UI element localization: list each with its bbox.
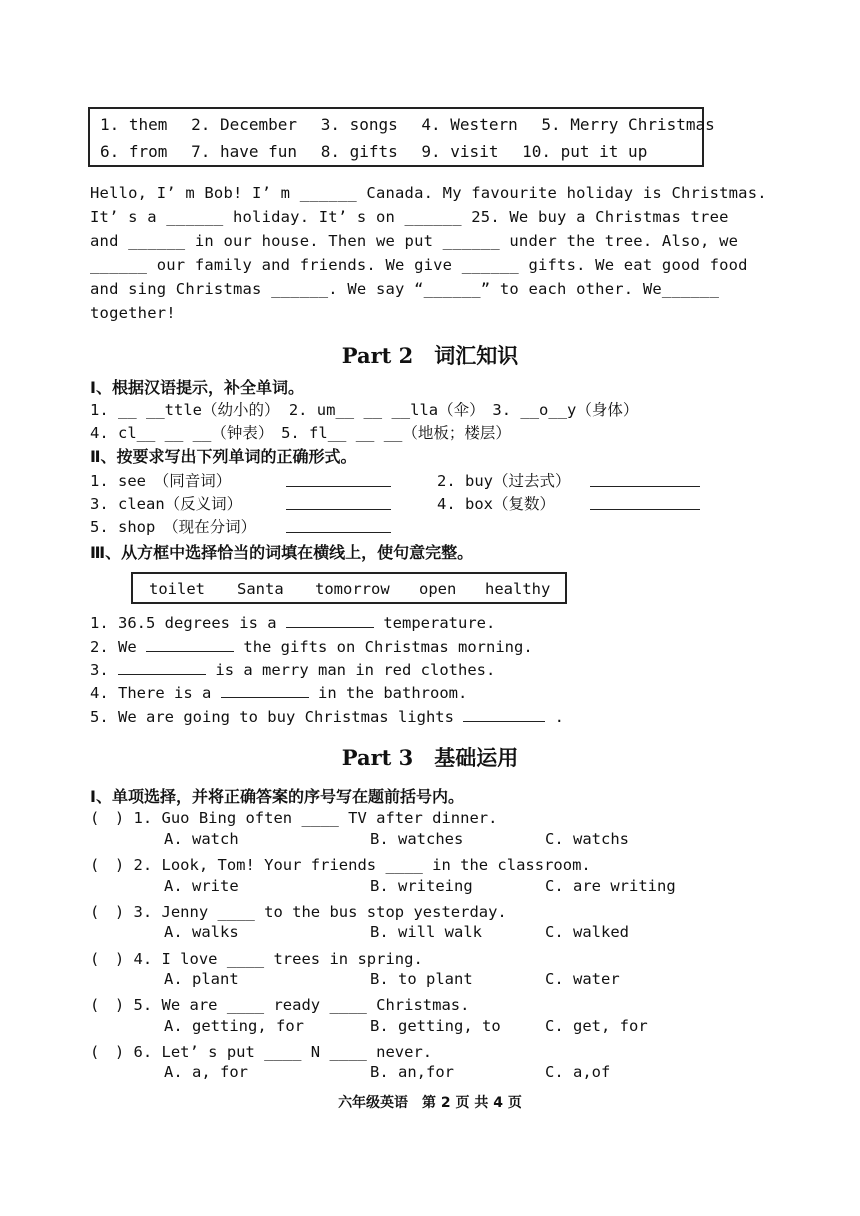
option-c[interactable]: C. get, for — [545, 1017, 648, 1035]
word-form-item — [90, 515, 256, 537]
word-bank-row-1 — [100, 115, 729, 134]
option-c[interactable]: C. a,of — [545, 1063, 611, 1081]
sentence-text: 2. We — [90, 638, 137, 656]
option-word: tomorrow — [315, 580, 390, 598]
sentence-text: is a merry man in red clothes. — [215, 661, 496, 679]
option-b[interactable]: B. an,for — [370, 1063, 454, 1081]
word-bank-box — [88, 107, 715, 167]
option-a[interactable]: A. plant — [164, 970, 239, 988]
section-heading: Ⅰ、单项选择，并将正确答案的序号写在题前括号内。 — [90, 787, 464, 806]
option-a[interactable]: A. write — [164, 877, 239, 895]
word-bank-item: 7. have fun — [191, 142, 298, 161]
word-bank-item: 3. songs — [320, 115, 398, 134]
vocab-line-1: 1. __ __ttle（幼小的） 2. um__ __ __lla（伞） 3. __o__y（身体） — [90, 401, 639, 419]
question-stem: ( ) 1. Guo Bing often ____ TV after dinner. — [90, 809, 498, 827]
sentence-text: 4. There is a — [90, 684, 212, 702]
word-form-prompt: 3. clean（反义词） — [90, 495, 243, 513]
answer-blank[interactable] — [221, 683, 309, 698]
word-form-prompt: 1. see （同音词） — [90, 472, 232, 490]
answer-blank[interactable] — [463, 707, 545, 722]
answer-blank[interactable] — [590, 472, 700, 487]
word-bank-item: 6. from — [100, 142, 168, 161]
fill-sentence-3 — [90, 660, 495, 679]
answer-blank[interactable] — [286, 495, 391, 510]
option-b[interactable]: B. getting, to — [370, 1017, 501, 1035]
fill-sentence-5 — [90, 707, 564, 726]
passage-line: ______ our family and friends. We give ______ gifts. We eat good food — [90, 256, 748, 274]
option-b[interactable]: B. writeing — [370, 877, 473, 895]
word-bank-item: 5. Merry Christmas — [541, 115, 715, 134]
option-word: open — [419, 580, 457, 598]
sentence-text: 3. — [90, 661, 109, 679]
sentence-text: the gifts on Christmas morning. — [243, 638, 533, 656]
word-bank-item: 4. Western — [421, 115, 518, 134]
question-stem: ( ) 3. Jenny ____ to the bus stop yesterday. — [90, 903, 507, 921]
question-stem: ( ) 2. Look, Tom! Your friends ____ in the classroom. — [90, 856, 591, 874]
sentence-text: in the bathroom. — [318, 684, 468, 702]
word-form-prompt: 5. shop （现在分词） — [90, 518, 257, 536]
option-a[interactable]: A. watch — [164, 830, 239, 848]
word-form-item — [90, 492, 242, 514]
option-c[interactable]: C. water — [545, 970, 620, 988]
word-bank-item: 1. them — [100, 115, 168, 134]
passage-line: It’ s a ______ holiday. It’ s on ______ 25. We buy a Christmas tree — [90, 208, 729, 226]
option-a[interactable]: A. a, for — [164, 1063, 248, 1081]
answer-blank[interactable] — [146, 637, 234, 652]
question-stem: ( ) 4. I love ____ trees in spring. — [90, 950, 423, 968]
answer-blank[interactable] — [286, 472, 391, 487]
option-word: toilet — [149, 580, 205, 598]
option-b[interactable]: B. to plant — [370, 970, 473, 988]
answer-blank[interactable] — [118, 660, 206, 675]
option-c[interactable]: C. watchs — [545, 830, 629, 848]
fill-sentence-4 — [90, 683, 467, 702]
word-form-item — [437, 469, 571, 491]
answer-blank[interactable] — [590, 495, 700, 510]
option-word: healthy — [485, 580, 551, 598]
passage-line: and sing Christmas ______. We say “______” to each other. We______ — [90, 280, 720, 298]
word-form-prompt: 4. box（复数） — [437, 495, 555, 513]
option-a[interactable]: A. walks — [164, 923, 239, 941]
word-bank-item: 10. put it up — [522, 142, 648, 161]
section-heading: Ⅰ、根据汉语提示，补全单词。 — [90, 378, 304, 397]
word-form-item — [437, 492, 555, 514]
section-heading: Ⅱ、按要求写出下列单词的正确形式。 — [90, 447, 357, 466]
option-c[interactable]: C. walked — [545, 923, 629, 941]
option-b[interactable]: B. watches — [370, 830, 464, 848]
question-stem: ( ) 6. Let’ s put ____ N ____ never. — [90, 1043, 433, 1061]
option-box — [131, 572, 567, 604]
word-form-item — [90, 469, 231, 491]
page-footer: 六年级英语 第 2 页 共 4 页 — [338, 1095, 522, 1111]
answer-blank[interactable] — [286, 613, 374, 628]
sentence-text: temperature. — [383, 614, 496, 632]
part-3-title: Part 3 基础运用 — [341, 745, 519, 770]
answer-blank[interactable] — [286, 518, 391, 533]
option-word: Santa — [237, 580, 284, 598]
word-form-prompt: 2. buy（过去式） — [437, 472, 571, 490]
passage-line: and ______ in our house. Then we put ______ under the tree. Also, we — [90, 232, 739, 250]
vocab-line-2: 4. cl__ __ __（钟表） 5. fl__ __ __（地板；楼层） — [90, 424, 511, 442]
word-bank-item: 8. gifts — [320, 142, 398, 161]
passage-line: together! — [90, 304, 176, 322]
word-bank-item: 9. visit — [421, 142, 499, 161]
option-c[interactable]: C. are writing — [545, 877, 676, 895]
question-stem: ( ) 5. We are ____ ready ____ Christmas. — [90, 996, 470, 1014]
passage-line: Hello, I’ m Bob! I’ m ______ Canada. My favourite holiday is Christmas. — [90, 184, 767, 202]
word-bank-row-2 — [100, 142, 661, 161]
part-2-title: Part 2 词汇知识 — [341, 343, 519, 368]
fill-sentence-2 — [90, 637, 533, 656]
word-bank-item: 2. December — [191, 115, 298, 134]
sentence-text: 5. We are going to buy Christmas lights — [90, 708, 454, 726]
option-a[interactable]: A. getting, for — [164, 1017, 304, 1035]
section-heading: Ⅲ、从方框中选择恰当的词填在横线上，使句意完整。 — [90, 543, 474, 562]
fill-sentence-1 — [90, 613, 495, 632]
option-b[interactable]: B. will walk — [370, 923, 482, 941]
sentence-text: 1. 36.5 degrees is a — [90, 614, 277, 632]
sentence-text: . — [554, 708, 564, 726]
